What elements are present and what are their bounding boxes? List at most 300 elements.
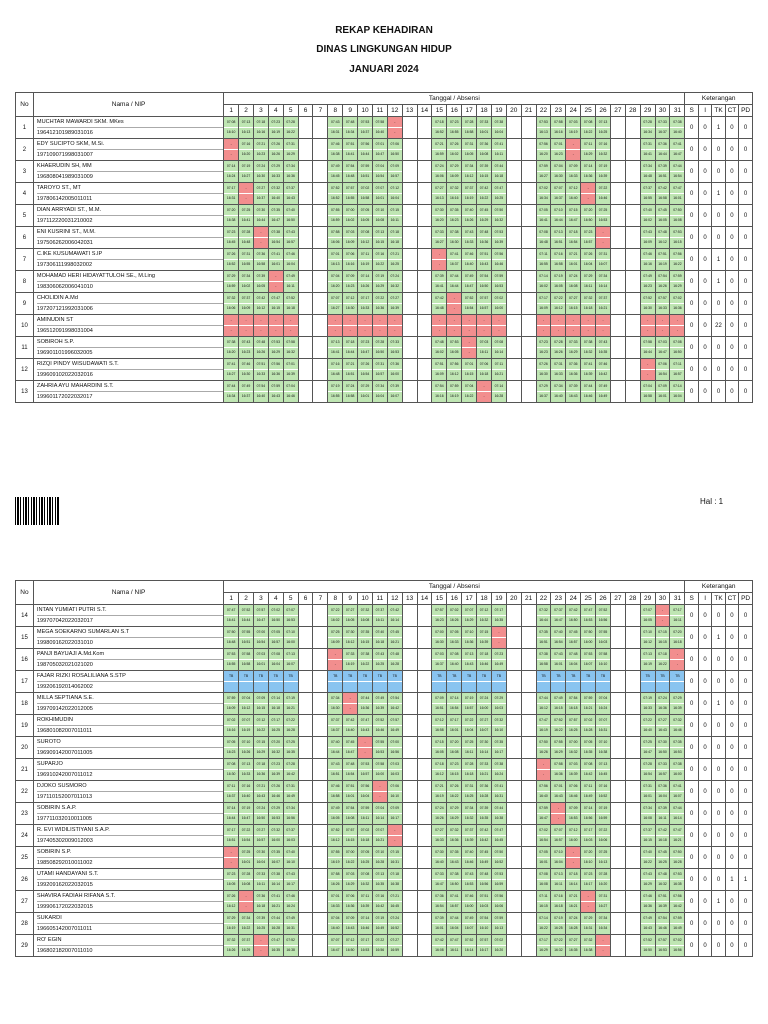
attendance-cell [462,227,477,249]
check-out-time: 16:35 [598,350,608,354]
check-in-time: - [388,316,402,326]
table-row [16,693,753,715]
check-in-time: 07:13 [373,228,387,238]
report-title: REKAP KEHADIRAN [335,25,433,36]
check-out-time: 16:56 [673,948,682,952]
check-out-time [299,348,313,357]
table-row [16,847,753,869]
check-in-time: 07:27 [343,606,357,616]
check-in-time: - [328,316,342,326]
check-in-time: - [641,360,655,370]
attendance-cell [462,869,477,891]
attendance-cell [358,781,373,803]
check-out-time: 16:26 [360,284,370,288]
attendance-cell [402,271,417,293]
attendance-cell [387,891,402,913]
attendance-cell [447,891,462,913]
check-out-time: 16:54 [539,838,548,842]
check-out-time [299,902,313,911]
check-out-time: 16:16 [450,196,459,200]
check-out-time [313,616,327,625]
check-out-time: 16:37 [450,262,459,266]
check-in-time: 07:13 [284,650,298,660]
check-in-time: 07:07 [284,606,298,616]
check-out-time: 16:18 [673,640,682,644]
check-in-time: 07:22 [551,294,565,304]
check-out-time: - [438,262,440,266]
check-in-time: 07:23 [269,760,283,770]
check-in-time [522,782,536,792]
check-out-time: 16:30 [345,306,355,310]
check-in-time: 07:54 [343,162,357,172]
attendance-cell [566,671,581,693]
attendance-cell [328,847,343,869]
attendance-cell [462,381,477,403]
check-in-time [299,936,313,946]
check-out-time: 16:07 [583,662,593,666]
check-in-time: 07:29 [447,804,461,814]
keterangan-value: 0 [698,117,711,139]
attendance-cell [387,381,402,403]
check-in-time [626,826,640,836]
check-in-time: 07:59 [224,694,238,704]
check-out-time: 16:36 [479,240,489,244]
check-out-time: 16:15 [643,838,652,842]
attendance-cell [239,183,254,205]
row-number: 21 [16,759,34,781]
check-out-time: 16:37 [241,394,251,398]
attendance-cell [640,381,655,403]
employee-nip: 199609102022032016 [37,369,223,380]
check-in-time: 07:47 [358,716,372,726]
employee-name: MEGA SOEKARNO SUMARLAN S.T [36,629,130,635]
day-header: 26 [596,593,611,605]
check-out-time: 16:43 [569,394,578,398]
attendance-cell [521,293,536,315]
attendance-cell [625,359,640,381]
attendance-cell [477,737,492,759]
attendance-cell [358,315,373,337]
check-out-time [611,704,625,713]
check-out-time [626,260,640,269]
day-header: 15 [432,593,447,605]
check-in-time [403,738,417,748]
check-out-time: 16:10 [598,662,608,666]
day-header: 25 [581,593,596,605]
check-in-time: 07:16 [239,140,253,150]
check-out-time: - [602,328,604,332]
check-in-time: 07:42 [477,184,491,194]
attendance-cell [610,139,625,161]
employee-name: ZAHRIA AYU MAHARDINI S.T. [36,383,114,389]
check-out-time: 16:31 [598,728,608,732]
check-out-time: 16:47 [375,152,385,156]
check-in-time: 07:43 [596,338,610,348]
attendance-cell [655,381,670,403]
check-in-time: TB [477,672,491,682]
check-in-time: 07:06 [343,892,357,902]
check-in-time [418,360,432,370]
attendance-cell [402,693,417,715]
attendance-cell [477,359,492,381]
attendance-cell [402,759,417,781]
check-in-time [313,228,327,238]
attendance-cell [224,227,239,249]
attendance-cell [625,183,640,205]
employee-name: INTAN YUMIATI PUTRI S.T. [36,607,107,613]
attendance-cell [328,161,343,183]
attendance-cell [224,715,239,737]
attendance-cell [506,671,521,693]
attendance-cell [610,161,625,183]
attendance-cell [387,271,402,293]
check-out-time: 16:39 [479,640,489,644]
attendance-cell [268,605,283,627]
attendance-cell [551,803,566,825]
check-in-time: 07:19 [596,804,610,814]
attendance-cell [268,249,283,271]
check-out-time [403,370,417,379]
attendance-cell [566,249,581,271]
check-out-time: 16:38 [494,816,504,820]
check-out-time: 16:47 [256,618,266,622]
check-out-time: 16:50 [658,750,667,754]
check-out-time: 16:04 [658,794,667,798]
check-out-time: 16:08 [360,618,370,622]
attendance-cell [506,759,521,781]
check-out-time: 16:40 [375,130,385,134]
check-in-time [418,672,432,682]
check-out-time: 16:04 [673,394,682,398]
check-in-time: - [373,316,387,326]
check-in-time: 07:23 [447,118,461,128]
attendance-cell [655,935,670,957]
check-in-time: 07:43 [641,228,655,238]
check-out-time: 16:34 [226,394,236,398]
attendance-cell [491,715,506,737]
employee-nip: 196802182007011010 [37,945,223,956]
attendance-cell [283,271,298,293]
check-in-time: - [551,316,565,326]
check-in-time: 07:42 [656,826,670,836]
check-out-time [626,792,640,801]
check-in-time: 07:14 [358,272,372,282]
check-in-time: 07:58 [284,338,298,348]
check-in-time: 07:27 [254,826,268,836]
attendance-cell [253,381,268,403]
check-in-time [299,338,313,348]
check-in-time: 07:13 [641,650,655,660]
attendance-cell [239,847,254,869]
attendance-cell [298,359,313,381]
check-out-time [313,150,327,159]
check-in-time: 07:48 [477,228,491,238]
check-out-time: 16:20 [435,218,444,222]
attendance-cell [491,183,506,205]
check-in-time: 07:48 [477,870,491,880]
check-out-time: 16:39 [286,372,295,376]
table-row [16,869,753,891]
attendance-cell [566,627,581,649]
check-out-time: 16:14 [598,284,608,288]
check-in-time [313,760,327,770]
check-out-time: 16:08 [450,750,459,754]
check-in-time: 07:07 [373,826,387,836]
check-out-time: 16:32 [658,882,667,886]
check-in-time [299,628,313,638]
attendance-cell [432,205,447,227]
attendance-cell [268,205,283,227]
check-out-time: 16:57 [271,640,281,644]
attendance-cell [402,935,417,957]
attendance-cell [268,227,283,249]
check-in-time: 07:54 [254,382,268,392]
attendance-cell [625,227,640,249]
check-out-time: 16:15 [256,706,266,710]
table-row [16,117,753,139]
table-row [16,825,753,847]
check-out-time: - [379,794,381,798]
check-out-time [313,638,327,647]
check-in-time: 07:08 [537,870,551,880]
check-out-time: 16:11 [375,618,384,622]
keterangan-value: 0 [712,869,725,891]
attendance-cell [551,649,566,671]
attendance-cell [224,891,239,913]
attendance-cell [536,381,551,403]
employee-nip: 196512091998031004 [37,325,223,336]
attendance-cell [670,913,685,935]
check-in-time: 07:53 [224,650,238,660]
check-out-time: 16:05 [345,618,355,622]
table-row [16,627,753,649]
attendance-cell [358,271,373,293]
attendance-cell [253,803,268,825]
day-header: 10 [358,593,373,605]
check-in-time: 07:33 [656,118,670,128]
employee-name: SOBIRIN S.P. [36,849,72,855]
employee-cell [33,825,223,847]
check-out-time: 16:09 [345,240,355,244]
check-out-time: 16:28 [569,926,578,930]
check-out-time [522,172,536,181]
attendance-cell [610,759,625,781]
attendance-cell [551,781,566,803]
attendance-cell [268,161,283,183]
check-out-time: 16:22 [256,728,266,732]
check-out-time: 16:08 [345,816,355,820]
check-in-time: 07:18 [254,760,268,770]
check-in-time: 07:32 [670,716,684,726]
attendance-cell [313,183,328,205]
attendance-cell [402,649,417,671]
employee-nip: 199209162022032015 [37,879,223,890]
attendance-cell [506,249,521,271]
day-header: 6 [298,105,313,117]
check-out-time [403,924,417,933]
check-in-time [403,914,417,924]
check-out-time: 16:06 [226,306,236,310]
check-in-time [626,716,640,726]
attendance-cell [491,359,506,381]
check-in-time: 07:05 [358,206,372,216]
check-in-time [299,782,313,792]
attendance-cell [343,693,358,715]
check-out-time: 16:41 [226,618,236,622]
attendance-cell [402,825,417,847]
check-in-time [299,804,313,814]
check-in-time: 07:53 [537,118,551,128]
check-in-time [611,118,625,128]
attendance-cell [462,913,477,935]
keterangan-value: 0 [739,249,753,271]
attendance-cell [536,891,551,913]
attendance-cell [640,825,655,847]
check-in-time: - [388,826,402,836]
attendance-cell [536,359,551,381]
check-in-time: 07:57 [343,184,357,194]
check-in-time: 07:35 [358,628,372,638]
check-in-time: 07:52 [284,294,298,304]
check-in-time: 07:12 [432,716,446,726]
day-header: 13 [402,105,417,117]
check-in-time: 07:23 [224,228,238,238]
check-out-time: 16:40 [450,662,459,666]
table-row [16,271,753,293]
attendance-cell [536,315,551,337]
check-in-time: 07:26 [224,892,238,902]
check-out-time: 16:49 [494,662,504,666]
employee-name: UTAMI HANDAYANI S.T. [36,871,99,877]
check-out-time: 16:15 [479,174,489,178]
attendance-cell [372,139,387,161]
attendance-cell [224,869,239,891]
check-in-time [611,294,625,304]
check-out-time: 16:41 [643,152,652,156]
attendance-cell [640,693,655,715]
check-in-time [626,760,640,770]
check-out-time: 16:03 [598,640,608,644]
check-out-time [507,638,521,647]
employee-name: SOBIRIN S.A.P. [36,805,77,811]
check-out-time: 16:54 [569,240,578,244]
keterangan-value: 0 [698,605,711,627]
check-out-time [507,924,521,933]
check-out-time: 16:50 [286,218,295,222]
attendance-cell [506,693,521,715]
table-row [16,249,753,271]
check-in-time: - [254,228,268,238]
check-in-time: TB [284,672,298,682]
attendance-cell [372,825,387,847]
keterangan-value: 0 [725,935,738,957]
check-in-time [313,118,327,128]
attendance-cell [491,139,506,161]
check-in-time: 07:23 [537,338,551,348]
check-in-time [611,316,625,326]
attendance-cell [402,337,417,359]
check-out-time: 16:22 [345,860,355,864]
check-out-time [299,836,313,845]
keterangan-value: 0 [725,359,738,381]
attendance-cell [462,671,477,693]
check-out-time: 16:29 [554,750,563,754]
check-out-time [299,792,313,801]
attendance-cell [655,803,670,825]
attendance-cell [328,293,343,315]
check-in-time [403,382,417,392]
attendance-cell [298,227,313,249]
attendance-cell [402,359,417,381]
attendance-cell [358,605,373,627]
attendance-cell [566,891,581,913]
employee-cell [33,227,223,249]
check-out-time: 16:55 [450,130,459,134]
check-out-time [299,172,313,181]
check-out-time: 16:23 [345,284,355,288]
attendance-cell [596,803,611,825]
attendance-cell [581,935,596,957]
check-out-time [432,682,446,691]
check-in-time: 07:10 [641,628,655,638]
attendance-cell [283,847,298,869]
employee-cell [33,359,223,381]
check-out-time: 16:47 [271,218,281,222]
check-out-time [418,880,432,889]
check-out-time [403,792,417,801]
check-in-time: 07:23 [492,650,506,660]
attendance-cell [239,271,254,293]
attendance-cell [268,315,283,337]
attendance-cell [655,737,670,759]
check-in-time: 07:31 [462,782,476,792]
check-in-time: 07:44 [447,272,461,282]
attendance-cell [670,205,685,227]
attendance-cell [313,117,328,139]
attendance-cell [581,381,596,403]
check-in-time: 07:42 [343,716,357,726]
check-in-time: 07:53 [492,870,506,880]
check-in-time [611,272,625,282]
check-out-time: - [334,328,336,332]
check-in-time: 07:41 [447,892,461,902]
attendance-cell [491,693,506,715]
attendance-cell [670,781,685,803]
check-out-time: 16:40 [435,860,444,864]
check-in-time: 07:26 [537,360,551,370]
check-in-time: - [224,848,238,858]
check-out-time [611,260,625,269]
check-out-time [611,128,625,137]
attendance-cell [432,183,447,205]
attendance-cell [610,913,625,935]
check-in-time: 07:58 [551,118,565,128]
check-in-time: 07:16 [551,892,565,902]
check-in-time [611,360,625,370]
attendance-cell [402,205,417,227]
check-out-time: 16:54 [643,772,652,776]
check-out-time: 16:37 [256,196,266,200]
attendance-cell [358,825,373,847]
employee-name: DJOKO SUSMORO [36,783,87,789]
check-in-time [313,162,327,172]
check-in-time: 07:03 [566,118,580,128]
day-header: 21 [521,593,536,605]
check-in-time [313,272,327,282]
check-in-time [313,892,327,902]
attendance-cell [506,737,521,759]
check-out-time: 16:58 [241,662,251,666]
